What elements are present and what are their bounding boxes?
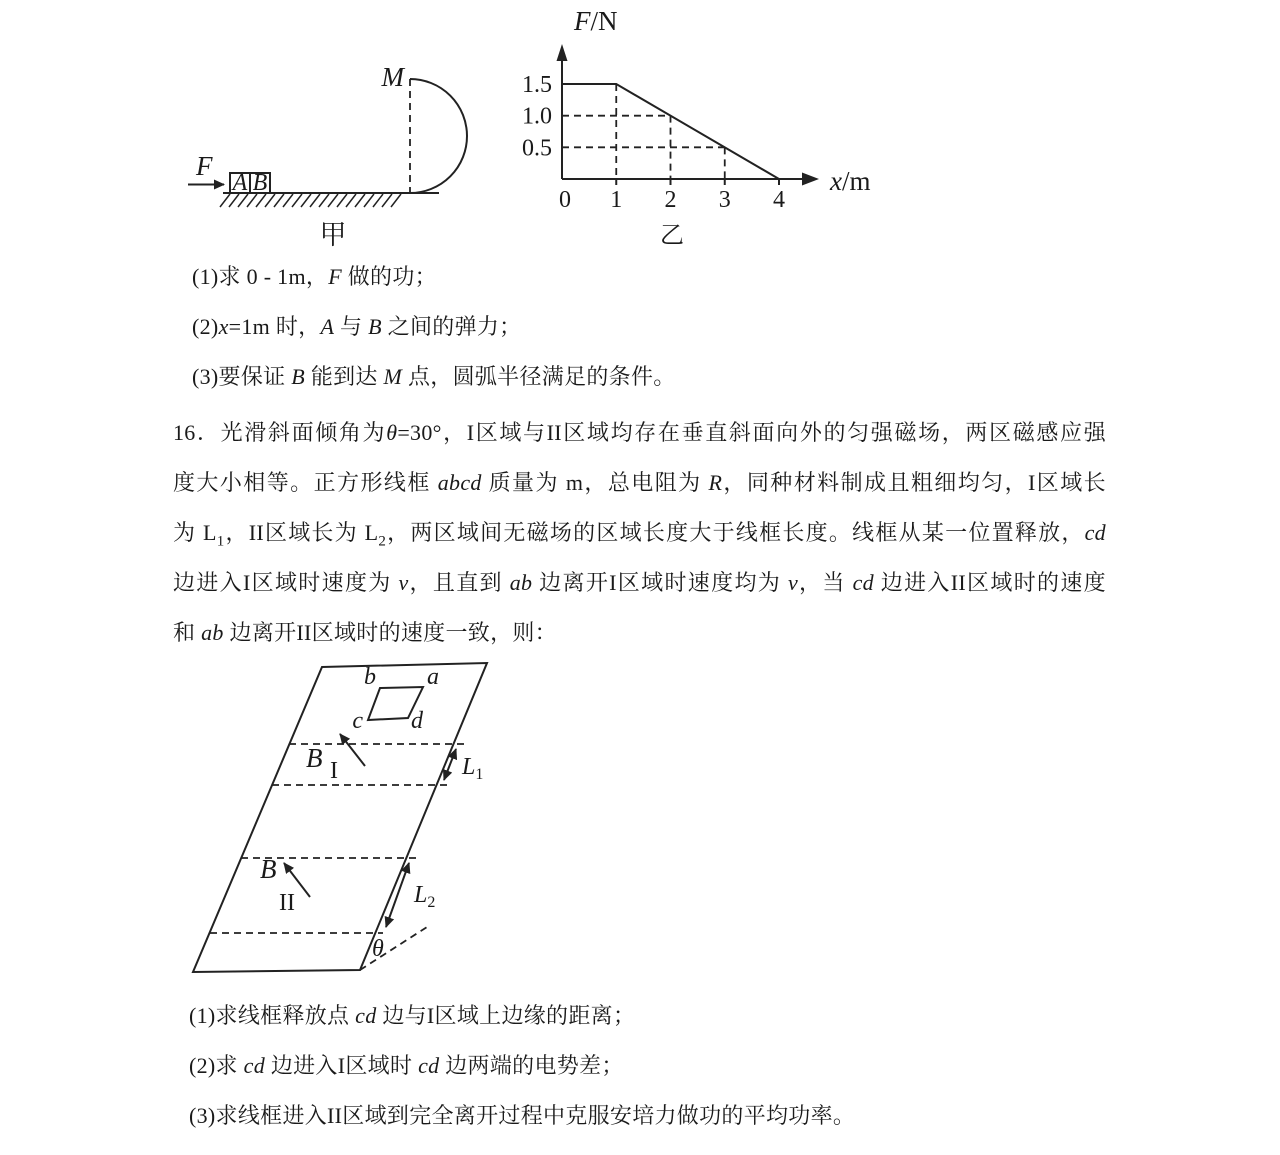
paragraph-16-line-3	[173, 518, 1106, 556]
y-tick-label: 0.5	[522, 135, 552, 162]
variable: M	[383, 364, 403, 389]
text-run: 边进入I区域时	[265, 1053, 419, 1078]
x-tick-label: 1	[610, 187, 623, 213]
text-run: =30°，I区域与II区域均存在垂直斜面向外的匀强磁场，两区磁感应强	[397, 420, 1106, 445]
text-run: (3)求线框进入II区域到完全离开过程中克服安培力做功的平均功率。	[189, 1103, 856, 1128]
question-15-2	[192, 312, 521, 342]
text-run: ，同种材料制成且粗细均匀，I区域长	[722, 470, 1106, 495]
text-run: 和	[173, 620, 202, 645]
text-run: (2)求	[189, 1053, 244, 1078]
text-run: 能到达	[305, 364, 384, 389]
text-run: ，且直到	[408, 570, 510, 595]
text-run: 度大小相等。正方形线框	[173, 470, 438, 495]
len1-base: L	[462, 754, 476, 780]
corner-b-label: b	[364, 664, 376, 690]
variable: B	[291, 364, 306, 389]
subscript: 2	[378, 533, 387, 550]
text-run: ，II区域长为 L	[224, 520, 379, 545]
variable: θ	[386, 420, 398, 445]
variable: R	[708, 470, 723, 495]
y-axis-label: F/N	[574, 6, 618, 36]
variable: cd	[243, 1053, 266, 1078]
text-run: 边离开I区域时速度均为	[532, 570, 788, 595]
variable: v	[398, 570, 409, 595]
variable: cd	[355, 1003, 377, 1028]
question-15-1	[192, 262, 437, 292]
text-run: 与	[334, 314, 369, 339]
text-run: (2)	[192, 314, 219, 339]
angle-label: θ	[372, 936, 384, 962]
figure-incline	[180, 650, 510, 990]
x-axis-label: x/m	[830, 166, 871, 196]
text-run: 边进入I区域时速度为	[173, 570, 399, 595]
subscript: 1	[216, 533, 225, 550]
text-run: 16．光滑斜面倾角为	[173, 420, 387, 445]
question-15-3	[192, 362, 676, 392]
x-tick-label: 3	[718, 187, 731, 213]
y-axis-arrow	[557, 44, 568, 61]
force-label: F	[196, 151, 213, 181]
field1-label: B	[306, 743, 323, 773]
figure-yi-chart	[490, 0, 890, 250]
text-run: 之间的弹力；	[381, 314, 522, 339]
figure-jia	[180, 50, 500, 250]
x-tick-label: 2	[664, 187, 677, 213]
region2-label: II	[279, 890, 295, 916]
ground-hatching	[220, 194, 401, 207]
question-16-3	[189, 1101, 855, 1131]
variable: abcd	[437, 470, 482, 495]
text-run: ，两区域间无磁场的区域长度大于线框长度。线框从某一位置释放，	[386, 520, 1085, 545]
paragraph-16-line-1	[173, 418, 1106, 448]
variable: F	[328, 264, 342, 289]
text-run: 边进入II区域时的速度	[873, 570, 1106, 595]
len2-base: L	[414, 882, 428, 908]
corner-a-label: a	[427, 664, 439, 690]
variable: ab	[201, 620, 224, 645]
variable: A	[320, 314, 335, 339]
len1-label	[461, 754, 483, 783]
len2-arrow	[386, 863, 409, 927]
incline-surface	[193, 663, 487, 972]
text-run: 做的功；	[341, 264, 437, 289]
field2-label: B	[260, 854, 277, 884]
region1-label: I	[330, 758, 338, 784]
text-run: =1m 时，	[228, 314, 321, 339]
text-run: 边离开II区域时的速度一致，则：	[223, 620, 557, 645]
variable: B	[368, 314, 382, 339]
text-run: 质量为 m，总电阻为	[481, 470, 709, 495]
len2-label	[413, 882, 435, 911]
variable: v	[787, 570, 799, 595]
text-run: 点，圆弧半径满足的条件。	[402, 364, 676, 389]
variable: x	[218, 314, 229, 339]
variable: ab	[509, 570, 533, 595]
apex-label: M	[381, 62, 404, 92]
corner-c-label: c	[352, 708, 363, 734]
loop-arc	[410, 79, 467, 193]
text-run: 边两端的电势差；	[439, 1053, 624, 1078]
text-run: 边与I区域上边缘的距离；	[376, 1003, 636, 1028]
field1-arrow	[340, 734, 365, 766]
x-tick-label: 4	[773, 187, 785, 213]
text-run: ，当	[798, 570, 853, 595]
text-run: (1)求线框释放点	[189, 1003, 356, 1028]
len1-sub: 1	[475, 766, 484, 783]
x-axis-arrow	[802, 173, 819, 186]
variable: cd	[1084, 520, 1106, 545]
len2-sub: 2	[427, 894, 436, 911]
text-run: 为 L	[173, 520, 217, 545]
y-tick-label: 1.5	[522, 72, 552, 99]
x-tick-label: 0	[559, 187, 571, 213]
variable: cd	[418, 1053, 440, 1078]
block-a-label: A	[232, 170, 248, 196]
block-b-label: B	[252, 170, 268, 196]
chart-caption: 乙	[660, 223, 684, 249]
question-16-1	[189, 1001, 635, 1031]
variable: cd	[852, 570, 874, 595]
paragraph-16-line-2	[173, 468, 1106, 498]
y-tick-label: 1.0	[522, 103, 552, 130]
corner-d-label: d	[411, 708, 423, 734]
text-run: (1)求 0 - 1m，	[192, 264, 329, 289]
figure-jia-caption: 甲	[319, 220, 347, 250]
paragraph-16-line-5	[173, 618, 557, 648]
paragraph-16-line-4	[173, 568, 1106, 598]
question-16-2	[189, 1051, 624, 1081]
text-run: (3)要保证	[192, 364, 292, 389]
